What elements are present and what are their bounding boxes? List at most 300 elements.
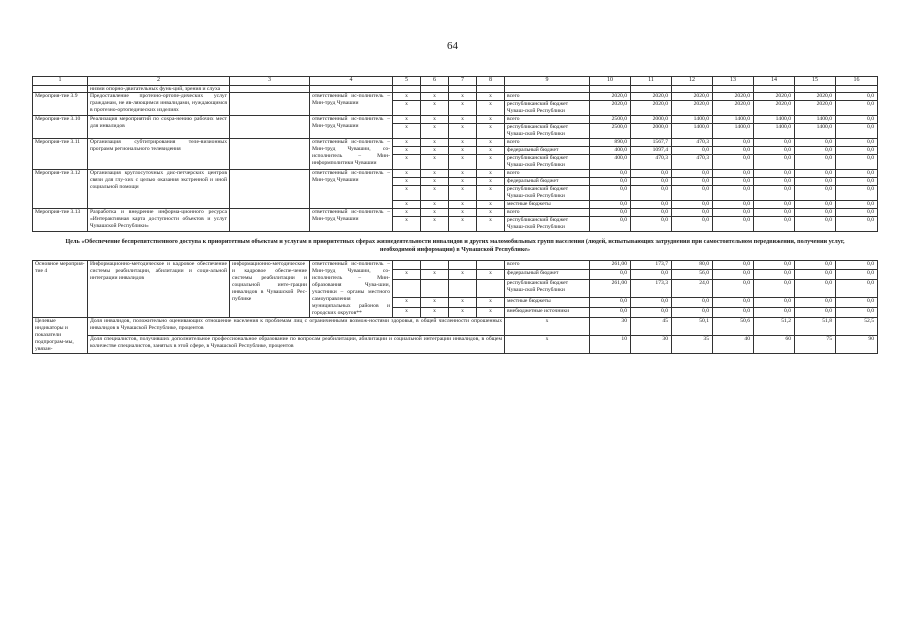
value-cell: 0,0 <box>672 307 713 317</box>
value-cell: 0,0 <box>672 209 713 217</box>
mark-cell: x <box>393 124 421 139</box>
cell-empty <box>230 116 310 139</box>
goal-row <box>33 232 878 261</box>
value-cell: 0,0 <box>836 298 878 308</box>
main-measure-4-purpose: информационно-методическое и кадровое обеспе-чение системы реабилитации и социальной инте-грации инвалидов в Чувашской Рес-публике <box>230 260 310 317</box>
indicator-value: 90 <box>836 335 878 353</box>
header-cell: 13 <box>713 77 754 86</box>
measure-3-13-name: Разработка и внедрение информа-ционного ресурса «Интерактивная карта доступности объектов и услуг Чувашской Республики» <box>88 209 230 232</box>
value-cell: 0,0 <box>836 147 878 155</box>
mark-cell: x <box>449 178 477 186</box>
cell-empty <box>713 85 754 93</box>
measure-3-12-responsible: ответственный ис-полнитель – Мин-труд Чувашии <box>310 170 393 209</box>
value-cell: 0,0 <box>590 170 631 178</box>
funding-source: республиканский бюджет Чуваш-ской Республики <box>505 186 590 201</box>
mark-cell: x <box>449 209 477 217</box>
value-cell: 0,0 <box>795 280 836 298</box>
funding-source: республиканский бюджет Чуваш-ской Республики <box>505 124 590 139</box>
value-cell: 470,3 <box>631 155 672 170</box>
indicator-value: 45 <box>631 317 672 335</box>
value-cell: 1400,0 <box>672 116 713 124</box>
value-cell: 0,0 <box>836 170 878 178</box>
cell-empty <box>230 170 310 209</box>
header-cell: 10 <box>590 77 631 86</box>
value-cell: 0,0 <box>754 178 795 186</box>
mark-cell: x <box>393 201 421 209</box>
header-cell: 2 <box>88 77 230 86</box>
value-cell: 0,0 <box>795 155 836 170</box>
value-cell: 0,0 <box>754 298 795 308</box>
indicator-value: 40 <box>713 335 754 353</box>
value-cell: 0,0 <box>836 124 878 139</box>
value-cell: 400,0 <box>590 155 631 170</box>
value-cell: 0,0 <box>631 217 672 232</box>
value-cell: 2000,0 <box>631 116 672 124</box>
funding-source: местные бюджеты <box>505 298 590 308</box>
header-row <box>33 77 878 86</box>
mark-cell: x <box>421 209 449 217</box>
cell-empty <box>754 85 795 93</box>
value-cell: 0,0 <box>713 155 754 170</box>
value-cell: 0,0 <box>795 186 836 201</box>
mark-cell: x <box>449 307 477 317</box>
funding-source: всего <box>505 139 590 147</box>
mark-cell: x <box>421 116 449 124</box>
mark-cell: x <box>477 209 505 217</box>
cell-empty <box>795 85 836 93</box>
value-cell: 0,0 <box>795 147 836 155</box>
indicator-value: 50,6 <box>713 317 754 335</box>
cell-empty <box>230 93 310 116</box>
header-cell: 12 <box>672 77 713 86</box>
value-cell: 0,0 <box>836 139 878 147</box>
page-number: 64 <box>447 40 458 52</box>
measure-3-12-name: Организация круглосуточных дис-петчерских центров связи для глу-хих с целью оказания экстренной и иной социальной помощи <box>88 170 230 209</box>
funding-source: всего <box>505 170 590 178</box>
measure-3-12-row <box>33 170 878 178</box>
mark-cell: x <box>421 307 449 317</box>
mark-cell: x <box>449 116 477 124</box>
mark-cell: x <box>477 139 505 147</box>
value-cell: 0,0 <box>672 147 713 155</box>
value-cell: 0,0 <box>836 186 878 201</box>
measure-3-13-responsible: ответственный ис-полнитель – Мин-труд Чувашии <box>310 209 393 232</box>
measure-3-9-code: Мероприя-тие 3.9 <box>33 93 88 116</box>
indicator-value: 30 <box>631 335 672 353</box>
mark-cell: x <box>421 155 449 170</box>
funding-source: всего <box>505 116 590 124</box>
mark-cell: x <box>449 101 477 116</box>
value-cell: 2020,0 <box>713 93 754 101</box>
indicator-mark: x <box>505 335 590 353</box>
value-cell: 0,0 <box>631 201 672 209</box>
mark-cell: x <box>449 270 477 280</box>
mark-cell: x <box>393 147 421 155</box>
value-cell: 0,0 <box>590 186 631 201</box>
value-cell: 0,0 <box>754 170 795 178</box>
mark-cell: x <box>421 186 449 201</box>
value-cell: 0,0 <box>713 147 754 155</box>
value-cell: 0,0 <box>713 186 754 201</box>
value-cell: 0,0 <box>795 217 836 232</box>
value-cell: 890,0 <box>590 139 631 147</box>
value-cell: 1400,0 <box>795 116 836 124</box>
indicator-mark: x <box>505 317 590 335</box>
funding-source: республиканский бюджет Чуваш-ской Республики <box>505 155 590 170</box>
value-cell: 2020,0 <box>795 93 836 101</box>
cell-empty <box>631 85 672 93</box>
value-cell: 0,0 <box>795 298 836 308</box>
value-cell: 0,0 <box>754 209 795 217</box>
value-cell: 0,0 <box>795 178 836 186</box>
indicator-value: 30 <box>590 317 631 335</box>
value-cell: 0,0 <box>713 260 754 270</box>
value-cell: 1400,0 <box>713 116 754 124</box>
mark-cell: x <box>449 139 477 147</box>
measure-3-9-name: Предоставление протезно-ортопе-дических услуг гражданам, не яв-ляющимся инвалидами, нуждающимся в протезно-ортопедических изделиях <box>88 93 230 116</box>
mark-cell <box>421 280 449 298</box>
mark-cell: x <box>449 93 477 101</box>
value-cell: 0,0 <box>672 201 713 209</box>
value-cell: 2020,0 <box>672 93 713 101</box>
mark-cell: x <box>449 298 477 308</box>
mark-cell: x <box>421 147 449 155</box>
header-cell: 15 <box>795 77 836 86</box>
measure-3-9-responsible: ответственный ис-полнитель – Мин-труд Чувашии <box>310 93 393 116</box>
mark-cell: x <box>393 170 421 178</box>
value-cell: 261,00 <box>590 260 631 270</box>
indicator-text: Доля инвалидов, положительно оценивающих отношение населения к проблемам лиц с ограниченными возмож-ностями здоровья, в общей численности опрошенных инвалидов в Чувашской Республике, процентов <box>88 317 505 335</box>
value-cell: 0,0 <box>754 139 795 147</box>
cell-empty <box>421 85 449 93</box>
mark-cell: x <box>393 298 421 308</box>
indicator-value: 75 <box>795 335 836 353</box>
mark-cell: x <box>393 116 421 124</box>
value-cell: 470,3 <box>672 155 713 170</box>
cell-empty <box>33 85 88 93</box>
measure-3-12-code: Мероприя-тие 3.12 <box>33 170 88 209</box>
value-cell: 0,0 <box>795 307 836 317</box>
indicator-value: 60 <box>754 335 795 353</box>
mark-cell: x <box>449 217 477 232</box>
main-measure-4-code: Основное мероприя-тие 4 <box>33 260 88 317</box>
mark-cell: x <box>477 186 505 201</box>
mark-cell: x <box>477 217 505 232</box>
value-cell: 2020,0 <box>754 101 795 116</box>
measure-3-11-code: Мероприя-тие 3.11 <box>33 139 88 170</box>
header-cell: 8 <box>477 77 505 86</box>
mark-cell: x <box>421 93 449 101</box>
mark-cell <box>393 280 421 298</box>
value-cell: 1400,0 <box>672 124 713 139</box>
value-cell: 24,0 <box>672 280 713 298</box>
measure-3-13-code: Мероприя-тие 3.13 <box>33 209 88 232</box>
mark-cell: x <box>421 178 449 186</box>
mark-cell: x <box>477 124 505 139</box>
mark-cell: x <box>477 93 505 101</box>
measure-3-10-code: Мероприя-тие 3.10 <box>33 116 88 139</box>
mark-cell: x <box>449 186 477 201</box>
funding-source: местные бюджеты <box>505 201 590 209</box>
value-cell: 0,0 <box>836 93 878 101</box>
value-cell: 0,0 <box>590 178 631 186</box>
header-cell: 1 <box>33 77 88 86</box>
measure-3-11-row <box>33 139 878 147</box>
value-cell: 470,3 <box>672 139 713 147</box>
value-cell: 2020,0 <box>631 93 672 101</box>
cell-empty <box>672 85 713 93</box>
value-cell: 0,0 <box>836 101 878 116</box>
mark-cell: x <box>421 217 449 232</box>
value-cell: 0,0 <box>713 270 754 280</box>
cell-empty <box>590 85 631 93</box>
cell-empty <box>449 85 477 93</box>
value-cell: 0,0 <box>754 147 795 155</box>
value-cell: 0,0 <box>795 270 836 280</box>
mark-cell <box>477 260 505 270</box>
funding-source: внебюджетные источники <box>505 307 590 317</box>
value-cell: 0,0 <box>836 280 878 298</box>
funding-source: федеральный бюджет <box>505 147 590 155</box>
indicator-value: 51,2 <box>754 317 795 335</box>
mark-cell: x <box>393 217 421 232</box>
indicator-value: 10 <box>590 335 631 353</box>
value-cell: 1400,0 <box>754 116 795 124</box>
funding-source: республиканский бюджет Чуваш-ской Республики <box>505 101 590 116</box>
cell-empty <box>230 139 310 170</box>
value-cell: 2020,0 <box>631 101 672 116</box>
value-cell: 0,0 <box>795 209 836 217</box>
indicator-value: 35 <box>672 335 713 353</box>
carryover-text: низми опорно-двигательных функ-ций, зрения и слуха <box>88 85 230 93</box>
mark-cell: x <box>477 270 505 280</box>
measure-3-10-name: Реализация мероприятий по сохра-нению рабочих мест для инвалидов <box>88 116 230 139</box>
indicator-value: 52,5 <box>836 317 878 335</box>
measure-3-10-responsible: ответственный ис-полнитель – Мин-труд Чувашии <box>310 116 393 139</box>
mark-cell: x <box>477 178 505 186</box>
mark-cell <box>449 280 477 298</box>
value-cell: 0,0 <box>836 116 878 124</box>
value-cell: 1400,0 <box>713 124 754 139</box>
value-cell: 0,0 <box>631 270 672 280</box>
value-cell: 2000,0 <box>631 124 672 139</box>
measure-3-11-name: Организация субтитрирования теле-визионных программ регионального телевидения <box>88 139 230 170</box>
value-cell: 0,0 <box>713 139 754 147</box>
value-cell: 0,0 <box>836 209 878 217</box>
value-cell: 0,0 <box>754 201 795 209</box>
value-cell: 80,0 <box>672 260 713 270</box>
mark-cell: x <box>449 124 477 139</box>
carryover-row <box>33 85 878 93</box>
value-cell: 0,0 <box>754 270 795 280</box>
value-cell: 0,0 <box>754 280 795 298</box>
indicators-label: Целевые индикаторы и показатели подпрограм-мы, увязан- <box>33 317 88 353</box>
mark-cell <box>477 280 505 298</box>
value-cell: 0,0 <box>631 178 672 186</box>
mark-cell: x <box>393 155 421 170</box>
mark-cell: x <box>449 201 477 209</box>
mark-cell: x <box>477 101 505 116</box>
main-measure-4-name: Информационно-методическое и кадровое обеспечение системы реабилитации, абилитации и соци-альной интеграции инвалидов <box>88 260 230 317</box>
value-cell: 2020,0 <box>713 101 754 116</box>
mark-cell: x <box>477 307 505 317</box>
main-measure-4-responsible: ответственный ис-полнитель – Мин-труд Чувашии, со-исполнитель – Мин-образования Чува-шии, участники – органы местного самоуправления муниципальных районов и городских округов** <box>310 260 393 317</box>
mark-cell <box>449 260 477 270</box>
value-cell: 0,0 <box>631 298 672 308</box>
mark-cell: x <box>477 116 505 124</box>
mark-cell <box>393 260 421 270</box>
value-cell: 0,0 <box>672 298 713 308</box>
value-cell: 0,0 <box>631 186 672 201</box>
measure-3-10-row <box>33 116 878 124</box>
value-cell: 0,0 <box>795 139 836 147</box>
header-cell: 4 <box>310 77 393 86</box>
header-cell: 9 <box>505 77 590 86</box>
mark-cell: x <box>421 101 449 116</box>
value-cell: 0,0 <box>713 298 754 308</box>
mark-cell: x <box>421 170 449 178</box>
value-cell: 0,0 <box>672 178 713 186</box>
value-cell: 261,00 <box>590 280 631 298</box>
funding-source: федеральный бюджет <box>505 178 590 186</box>
funding-source: всего <box>505 93 590 101</box>
mark-cell: x <box>421 124 449 139</box>
value-cell: 0,0 <box>590 201 631 209</box>
value-cell: 173,3 <box>631 280 672 298</box>
mark-cell: x <box>393 178 421 186</box>
mark-cell: x <box>393 270 421 280</box>
value-cell: 0,0 <box>590 270 631 280</box>
value-cell: 0,0 <box>672 186 713 201</box>
cell-empty <box>505 85 590 93</box>
value-cell: 2500,0 <box>590 124 631 139</box>
mark-cell: x <box>421 201 449 209</box>
funding-source: федеральный бюджет <box>505 270 590 280</box>
value-cell: 400,0 <box>590 147 631 155</box>
value-cell: 0,0 <box>836 201 878 209</box>
indicator-value: 51,8 <box>795 317 836 335</box>
value-cell: 0,0 <box>754 217 795 232</box>
mark-cell: x <box>393 139 421 147</box>
value-cell: 56,0 <box>672 270 713 280</box>
value-cell: 2020,0 <box>672 101 713 116</box>
value-cell: 0,0 <box>713 170 754 178</box>
value-cell: 0,0 <box>631 170 672 178</box>
mark-cell: x <box>393 93 421 101</box>
value-cell: 2020,0 <box>754 93 795 101</box>
indicator-text: Доля специалистов, получивших дополнительное профессиональное образование по вопросам реабилитации, абилитации и социальной интеграции инвалидов, в общем количестве специалистов, занятых в этой сфере, в Чувашской Республике, процентов <box>88 335 505 353</box>
value-cell: 0,0 <box>590 307 631 317</box>
header-cell: 7 <box>449 77 477 86</box>
value-cell: 0,0 <box>713 280 754 298</box>
mark-cell: x <box>477 170 505 178</box>
measure-3-13-row <box>33 209 878 217</box>
value-cell: 1567,7 <box>631 139 672 147</box>
header-cell: 14 <box>754 77 795 86</box>
value-cell: 0,0 <box>590 298 631 308</box>
cell-empty <box>230 209 310 232</box>
header-cell: 5 <box>393 77 421 86</box>
header-cell: 6 <box>421 77 449 86</box>
value-cell: 0,0 <box>754 307 795 317</box>
mark-cell: x <box>477 147 505 155</box>
value-cell: 0,0 <box>836 217 878 232</box>
main-measure-4-row <box>33 260 878 270</box>
value-cell: 0,0 <box>836 155 878 170</box>
value-cell: 0,0 <box>713 217 754 232</box>
header-cell: 11 <box>631 77 672 86</box>
value-cell: 0,0 <box>836 260 878 270</box>
budget-table <box>32 76 878 354</box>
funding-source: всего <box>505 209 590 217</box>
cell-empty <box>393 85 421 93</box>
value-cell: 173,7 <box>631 260 672 270</box>
mark-cell: x <box>421 298 449 308</box>
value-cell: 0,0 <box>713 209 754 217</box>
header-cell: 16 <box>836 77 878 86</box>
mark-cell: x <box>449 170 477 178</box>
mark-cell: x <box>477 298 505 308</box>
value-cell: 0,0 <box>836 307 878 317</box>
value-cell: 0,0 <box>713 201 754 209</box>
value-cell: 0,0 <box>795 170 836 178</box>
measure-3-9-row <box>33 93 878 101</box>
value-cell: 1097,4 <box>631 147 672 155</box>
mark-cell: x <box>393 307 421 317</box>
funding-source: республиканский бюджет Чуваш-ской Республики <box>505 217 590 232</box>
mark-cell <box>421 260 449 270</box>
value-cell: 0,0 <box>631 307 672 317</box>
value-cell: 0,0 <box>754 186 795 201</box>
mark-cell: x <box>449 155 477 170</box>
value-cell: 0,0 <box>795 201 836 209</box>
mark-cell: x <box>477 155 505 170</box>
mark-cell: x <box>477 201 505 209</box>
value-cell: 0,0 <box>672 170 713 178</box>
value-cell: 1400,0 <box>795 124 836 139</box>
measure-3-11-responsible: ответственный ис-полнитель – Мин-труд Чувашии, со-исполнитель – Мин-информполитики Чувашии <box>310 139 393 170</box>
mark-cell: x <box>393 209 421 217</box>
value-cell: 2020,0 <box>590 101 631 116</box>
value-cell: 0,0 <box>713 178 754 186</box>
cell-empty <box>836 85 878 93</box>
indicator-value: 50,1 <box>672 317 713 335</box>
value-cell: 0,0 <box>754 155 795 170</box>
goal-text: Цель «Обеспечение беспрепятственного доступа к приоритетным объектам и услугам в приоритетных сферах жизнедеятельности инвалидов и других маломобильных групп населения (людей, испытывающих затруднения при самостоятельном передвижении, получении услуг, необходимой информации) в Чувашской Республике» <box>33 232 878 261</box>
mark-cell: x <box>421 270 449 280</box>
value-cell: 0,0 <box>713 307 754 317</box>
value-cell: 0,0 <box>672 217 713 232</box>
value-cell: 0,0 <box>795 260 836 270</box>
funding-source: республиканский бюджет Чуваш-ской Республики <box>505 280 590 298</box>
cell-empty <box>310 85 393 93</box>
value-cell: 0,0 <box>631 209 672 217</box>
value-cell: 0,0 <box>590 217 631 232</box>
value-cell: 0,0 <box>590 209 631 217</box>
header-cell: 3 <box>230 77 310 86</box>
indicator-row <box>33 335 878 353</box>
mark-cell: x <box>393 186 421 201</box>
value-cell: 0,0 <box>836 270 878 280</box>
funding-source: всего <box>505 260 590 270</box>
value-cell: 1400,0 <box>754 124 795 139</box>
mark-cell: x <box>449 147 477 155</box>
value-cell: 0,0 <box>754 260 795 270</box>
value-cell: 0,0 <box>836 178 878 186</box>
mark-cell: x <box>393 101 421 116</box>
indicator-row <box>33 317 878 335</box>
value-cell: 2500,0 <box>590 116 631 124</box>
